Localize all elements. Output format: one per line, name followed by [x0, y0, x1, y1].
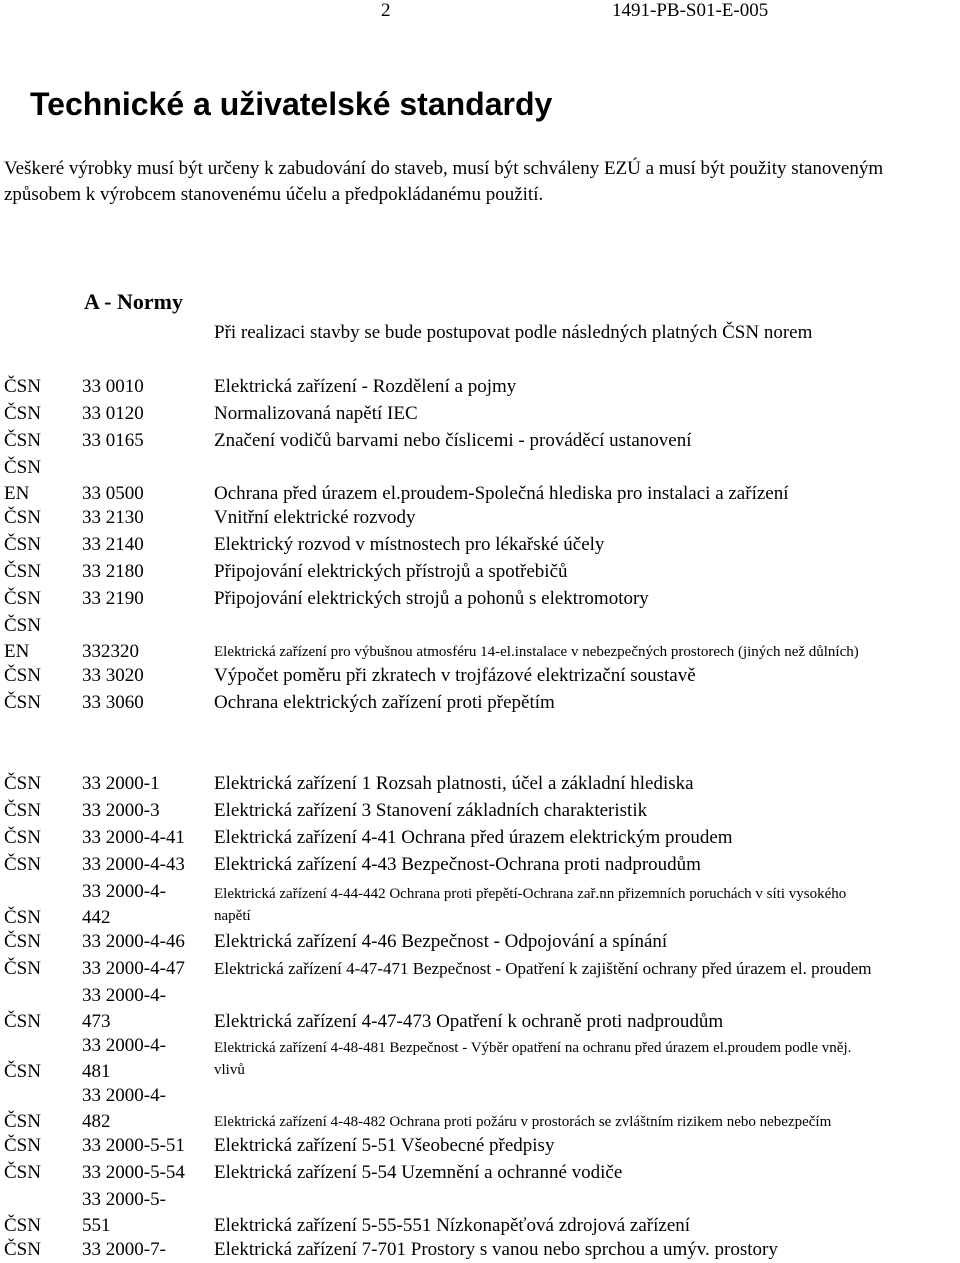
standard-prefix: ČSN — [4, 907, 41, 928]
standard-description: Elektrická zařízení 5-51 Všeobecné předpisy — [214, 1135, 555, 1156]
standard-prefix: ČSN — [4, 1061, 41, 1082]
standard-number: 33 2000-4-47 — [82, 958, 185, 979]
standard-description: Elektrická zařízení 4-46 Bezpečnost - Odpojování a spínání — [214, 931, 668, 952]
standard-number: 33 2000-4-46 — [82, 931, 185, 952]
standard-number: 33 2000-5-54 — [82, 1162, 185, 1183]
standard-number: 33 0500 — [82, 483, 144, 504]
standard-description: Elektrická zařízení 4-48-482 Ochrana proti požáru v prostorách se zvláštním rizikem nebo nebezpečím — [214, 1114, 832, 1130]
standard-description: Ochrana elektrických zařízení proti přepětím — [214, 692, 555, 713]
standard-prefix: ČSN — [4, 692, 41, 713]
standard-number: 33 0165 — [82, 430, 144, 451]
standard-description: Elektrická zařízení 7-701 Prostory s vanou nebo sprchou a umýv. prostory — [214, 1239, 778, 1260]
standard-number: 33 2130 — [82, 507, 144, 528]
standard-prefix: ČSN EN — [4, 457, 41, 504]
standard-prefix: ČSN — [4, 534, 41, 555]
standard-prefix: ČSN — [4, 376, 41, 397]
standard-description: Elektrická zařízení 1 Rozsah platnosti, účel a základní hlediska — [214, 773, 694, 794]
standard-prefix: ČSN — [4, 665, 41, 686]
standard-prefix: ČSN — [4, 1111, 41, 1132]
standard-number: 33 2000-1 — [82, 773, 160, 794]
standard-description: Elektrická zařízení 3 Stanovení základních charakteristik — [214, 800, 648, 821]
standard-prefix: ČSN — [4, 827, 41, 848]
standard-number: 33 2140 — [82, 534, 144, 555]
standard-number: 33 2000-5- 551 — [82, 1189, 166, 1236]
standard-number: 33 2000-4-41 — [82, 827, 185, 848]
standard-description: Připojování elektrických strojů a pohonů s elektromotory — [214, 588, 649, 609]
standard-number: 33 3020 — [82, 665, 144, 686]
standard-prefix: ČSN — [4, 931, 41, 952]
standard-number: 33 2180 — [82, 561, 144, 582]
standard-description: Značení vodičů barvami nebo číslicemi - prováděcí ustanovení — [214, 430, 692, 451]
standard-number: 33 2000-4-43 — [82, 854, 185, 875]
standard-number: 33 2000-7- — [82, 1239, 166, 1260]
standard-description: Vnitřní elektrické rozvody — [214, 507, 416, 528]
standard-prefix: ČSN — [4, 1011, 41, 1032]
standard-number: 33 2000-4- 481 — [82, 1035, 166, 1082]
standard-prefix: ČSN — [4, 507, 41, 528]
standard-prefix: ČSN — [4, 773, 41, 794]
page-number: 2 — [381, 0, 391, 21]
standard-description: Elektrická zařízení 4-47-473 Opatření k ochraně proti nadproudům — [214, 1011, 724, 1032]
standard-number: 33 0120 — [82, 403, 144, 424]
document-code: 1491-PB-S01-E-005 — [612, 0, 769, 21]
standard-prefix: ČSN — [4, 958, 41, 979]
section-subtitle: Při realizaci stavby se bude postupovat podle následných platných ČSN norem — [214, 322, 813, 343]
standard-prefix: ČSN — [4, 430, 41, 451]
standard-number: 33 2000-3 — [82, 800, 160, 821]
standard-number: 33 2000-4- 482 — [82, 1085, 166, 1132]
standard-description: Výpočet poměru při zkratech v trojfázové elektrizační soustavě — [214, 665, 696, 686]
standard-description: Elektrická zařízení 5-54 Uzemnění a ochranné vodiče — [214, 1162, 623, 1183]
standard-description: Připojování elektrických přístrojů a spotřebičů — [214, 561, 568, 582]
standard-description: Elektrická zařízení 5-55-551 Nízkonapěťová zdrojová zařízení — [214, 1215, 691, 1236]
standard-description: Normalizovaná napětí IEC — [214, 403, 418, 424]
intro-paragraph: Veškeré výrobky musí být určeny k zabudování do staveb, musí být schváleny EZÚ a musí být použity stanoveným způsobem k výrobcem stanovenému účelu a předpokládanému použití. — [4, 158, 884, 205]
standard-prefix: ČSN — [4, 588, 41, 609]
standard-description: Elektrická zařízení 4-48-481 Bezpečnost - Výběr opatření na ochranu před úrazem el.proudem podle vněj. vlivů — [214, 1040, 852, 1078]
standard-prefix: ČSN — [4, 854, 41, 875]
standard-number: 33 3060 — [82, 692, 144, 713]
standard-description: Ochrana před úrazem el.proudem-Společná hlediska pro instalaci a zařízení — [214, 483, 789, 504]
standard-prefix: ČSN — [4, 1239, 41, 1260]
standard-description: Elektrická zařízení 4-47-471 Bezpečnost - Opatření k zajištění ochrany před úrazem el. proudem — [214, 959, 872, 978]
standard-prefix: ČSN — [4, 1215, 41, 1236]
standard-prefix: ČSN EN — [4, 615, 41, 662]
standard-description: Elektrická zařízení 4-43 Bezpečnost-Ochrana proti nadproudům — [214, 854, 701, 875]
standard-prefix: ČSN — [4, 1135, 41, 1156]
standard-prefix: ČSN — [4, 561, 41, 582]
standard-number: 33 0010 — [82, 376, 144, 397]
standard-number: 33 2000-4- 473 — [82, 985, 166, 1032]
standard-description: Elektrická zařízení pro výbušnou atmosféru 14-el.instalace v nebezpečných prostorech (jiných než důlních) — [214, 644, 859, 660]
standard-number: 33 2000-5-51 — [82, 1135, 185, 1156]
standard-number: 33 2190 — [82, 588, 144, 609]
standard-description: Elektrická zařízení - Rozdělení a pojmy — [214, 376, 517, 397]
standard-prefix: ČSN — [4, 1162, 41, 1183]
standard-description: Elektrická zařízení 4-44-442 Ochrana proti přepětí-Ochrana zař.nn přizemních poruchách v síti vysokého napětí — [214, 886, 847, 924]
page-title: Technické a uživatelské standardy — [30, 86, 553, 122]
standard-description: Elektrický rozvod v místnostech pro lékařské účely — [214, 534, 605, 555]
standard-number: 332320 — [82, 641, 139, 662]
standard-prefix: ČSN — [4, 403, 41, 424]
section-title: A - Normy — [84, 289, 183, 314]
standard-description: Elektrická zařízení 4-41 Ochrana před úrazem elektrickým proudem — [214, 827, 733, 848]
standard-number: 33 2000-4- 442 — [82, 881, 166, 928]
standard-prefix: ČSN — [4, 800, 41, 821]
